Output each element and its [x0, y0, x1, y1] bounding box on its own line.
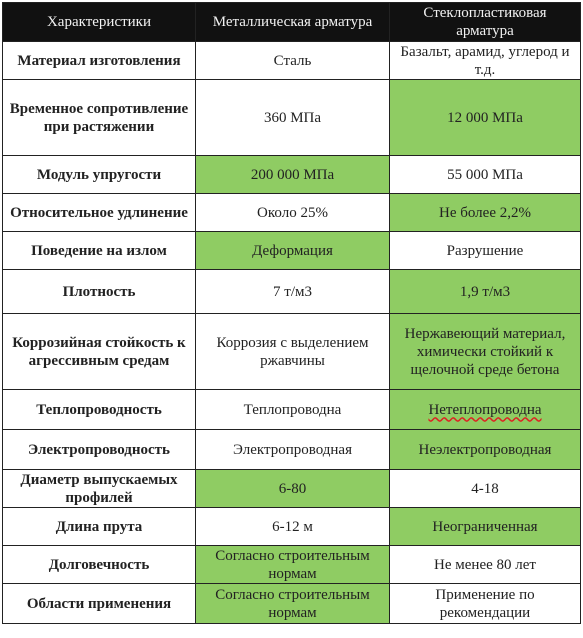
metal-value-cell: Деформация	[196, 232, 390, 270]
fiberglass-value-cell: Базальт, арамид, углерод и т.д.	[390, 42, 581, 80]
fiberglass-value-cell: Неэлектропроводная	[390, 430, 581, 470]
row-label: Коррозийная стойкость к агрессивным средам	[3, 314, 196, 390]
table-body	[3, 42, 581, 624]
table-row	[3, 80, 581, 156]
row-label: Электропроводность	[3, 430, 196, 470]
table-row	[3, 430, 581, 470]
table-row	[3, 232, 581, 270]
table-row	[3, 314, 581, 390]
header-characteristics: Характеристики	[3, 3, 196, 42]
table-row	[3, 546, 581, 584]
metal-value-cell: 200 000 МПа	[196, 156, 390, 194]
metal-value-cell: Электропроводная	[196, 430, 390, 470]
comparison-table	[2, 2, 581, 624]
row-label: Материал изготовления	[3, 42, 196, 80]
metal-value-cell: 6-80	[196, 470, 390, 508]
fiberglass-value-cell: Применение по рекомендации	[390, 584, 581, 624]
row-label: Длина прута	[3, 508, 196, 546]
fiberglass-value-cell: Разрушение	[390, 232, 581, 270]
metal-value-cell: 360 МПа	[196, 80, 390, 156]
row-label: Временное сопротивление при растяжении	[3, 80, 196, 156]
fiberglass-value-cell: Не менее 80 лет	[390, 546, 581, 584]
metal-value-cell: 6-12 м	[196, 508, 390, 546]
fiberglass-value-cell: Неограниченная	[390, 508, 581, 546]
metal-value-cell: Около 25%	[196, 194, 390, 232]
row-label: Относительное удлинение	[3, 194, 196, 232]
table-row	[3, 470, 581, 508]
table-row	[3, 508, 581, 546]
row-label: Диаметр выпускаемых профилей	[3, 470, 196, 508]
table-header	[3, 3, 581, 42]
row-label: Поведение на излом	[3, 232, 196, 270]
header-metal-rebar: Металлическая арматура	[196, 3, 390, 42]
row-label: Плотность	[3, 270, 196, 314]
fiberglass-value-cell: Нержавеющий материал, химически стойкий к щелочной среде бетона	[390, 314, 581, 390]
header-fiberglass-rebar: Стеклопластиковая арматура	[390, 3, 581, 42]
metal-value-cell: Сталь	[196, 42, 390, 80]
row-label: Области применения	[3, 584, 196, 624]
header-row	[3, 3, 581, 42]
metal-value-cell: Коррозия с выделением ржавчины	[196, 314, 390, 390]
table-row	[3, 270, 581, 314]
fiberglass-value-cell: Не более 2,2%	[390, 194, 581, 232]
table-row	[3, 156, 581, 194]
table-row	[3, 194, 581, 232]
row-label: Модуль упругости	[3, 156, 196, 194]
fiberglass-value-cell: 55 000 МПа	[390, 156, 581, 194]
metal-value-cell: Теплопроводна	[196, 390, 390, 430]
fiberglass-value-cell: 4-18	[390, 470, 581, 508]
row-label: Теплопроводность	[3, 390, 196, 430]
metal-value-cell: 7 т/м3	[196, 270, 390, 314]
spellcheck-underlined-text: Нетеплопроводна	[428, 401, 542, 418]
fiberglass-value-cell: 1,9 т/м3	[390, 270, 581, 314]
metal-value-cell: Согласно строительным нормам	[196, 584, 390, 624]
fiberglass-value-cell: 12 000 МПа	[390, 80, 581, 156]
metal-value-cell: Согласно строительным нормам	[196, 546, 390, 584]
table-row	[3, 42, 581, 80]
fiberglass-value-cell	[390, 390, 581, 430]
table-row	[3, 390, 581, 430]
table-row	[3, 584, 581, 624]
row-label: Долговечность	[3, 546, 196, 584]
